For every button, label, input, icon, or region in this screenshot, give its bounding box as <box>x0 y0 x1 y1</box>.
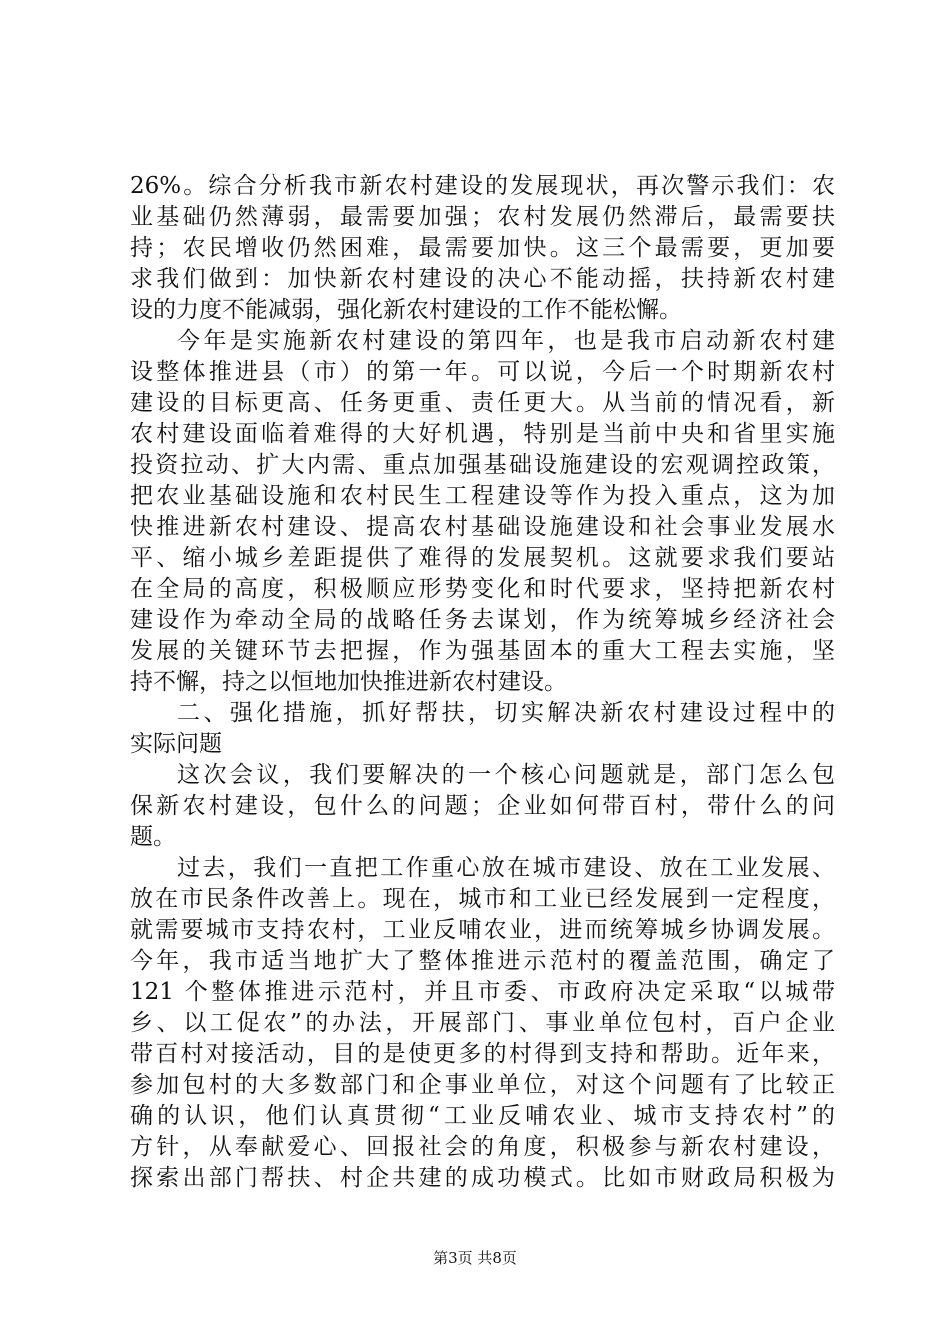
text-line: 实际问题 <box>130 731 222 757</box>
text-line: 发展的关键环节去把握，作为强基固本的重大工程去实施，坚 <box>130 638 835 664</box>
text-line: 26%。综合分析我市新农村建设的发展现状，再次警示我们：农 <box>130 173 835 199</box>
document-body <box>130 171 835 1194</box>
text-line: 今年，我市适当地扩大了整体推进示范村的覆盖范围，确定了 <box>130 948 835 974</box>
text-line: 确的认识，他们认真贯彻“工业反哺农业、城市支持农村”的 <box>130 1103 835 1129</box>
text-line: 121 个整体推进示范村，并且市委、市政府决定采取“以城带 <box>130 979 835 1005</box>
text-line: 过去，我们一直把工作重心放在城市建设、放在工业发展、 <box>177 855 835 881</box>
text-line: 求我们做到：加快新农村建设的决心不能动摇，扶持新农村建 <box>130 266 835 292</box>
text-line: 今年是实施新农村建设的第四年，也是我市启动新农村建 <box>177 328 835 354</box>
text-line: 在全局的高度，积极顺应形势变化和时代要求，坚持把新农村 <box>130 576 835 602</box>
text-line: 题。 <box>130 824 176 850</box>
text-line: 这次会议，我们要解决的一个核心问题就是，部门怎么包 <box>177 762 835 788</box>
text-line: 设的力度不能减弱，强化新农村建设的工作不能松懈。 <box>130 297 682 323</box>
text-line: 投资拉动、扩大内需、重点加强基础设施建设的宏观调控政策， <box>130 452 835 478</box>
text-line: 持不懈，持之以恒地加快推进新农村建设。 <box>130 669 567 695</box>
text-line: 把农业基础设施和农村民生工程建设等作为投入重点，这为加 <box>130 483 835 509</box>
text-line: 建设的目标更高、任务更重、责任更大。从当前的情况看，新 <box>130 390 835 416</box>
text-line: 设整体推进县（市）的第一年。可以说，今后一个时期新农村 <box>130 359 835 385</box>
text-line: 业基础仍然薄弱，最需要加强；农村发展仍然滞后，最需要扶 <box>130 204 835 230</box>
page-footer: 第3页 共8页 <box>433 1249 517 1267</box>
text-line: 快推进新农村建设、提高农村基础设施建设和社会事业发展水 <box>130 514 835 540</box>
text-line: 农村建设面临着难得的大好机遇，特别是当前中央和省里实施 <box>130 421 835 447</box>
text-line: 乡、以工促农”的办法，开展部门、事业单位包村，百户企业 <box>130 1010 835 1036</box>
text-line: 参加包村的大多数部门和企事业单位，对这个问题有了比较正 <box>130 1072 835 1098</box>
text-line: 平、缩小城乡差距提供了难得的发展契机。这就要求我们要站 <box>130 545 835 571</box>
text-line: 建设作为牵动全局的战略任务去谋划，作为统筹城乡经济社会 <box>130 607 835 633</box>
text-line: 带百村对接活动，目的是使更多的村得到支持和帮助。近年来， <box>130 1041 835 1067</box>
text-line: 二、强化措施，抓好帮扶，切实解决新农村建设过程中的 <box>177 700 835 726</box>
text-line: 方针，从奉献爱心、回报社会的角度，积极参与新农村建设， <box>130 1134 835 1160</box>
text-line: 保新农村建设，包什么的问题；企业如何带百村，带什么的问 <box>130 793 835 819</box>
text-line: 探索出部门帮扶、村企共建的成功模式。比如市财政局积极为 <box>130 1165 835 1191</box>
text-line: 持；农民增收仍然困难，最需要加快。这三个最需要，更加要 <box>130 235 835 261</box>
text-line: 放在市民条件改善上。现在，城市和工业已经发展到一定程度， <box>130 886 835 912</box>
text-line: 就需要城市支持农村，工业反哺农业，进而统筹城乡协调发展。 <box>130 917 835 943</box>
